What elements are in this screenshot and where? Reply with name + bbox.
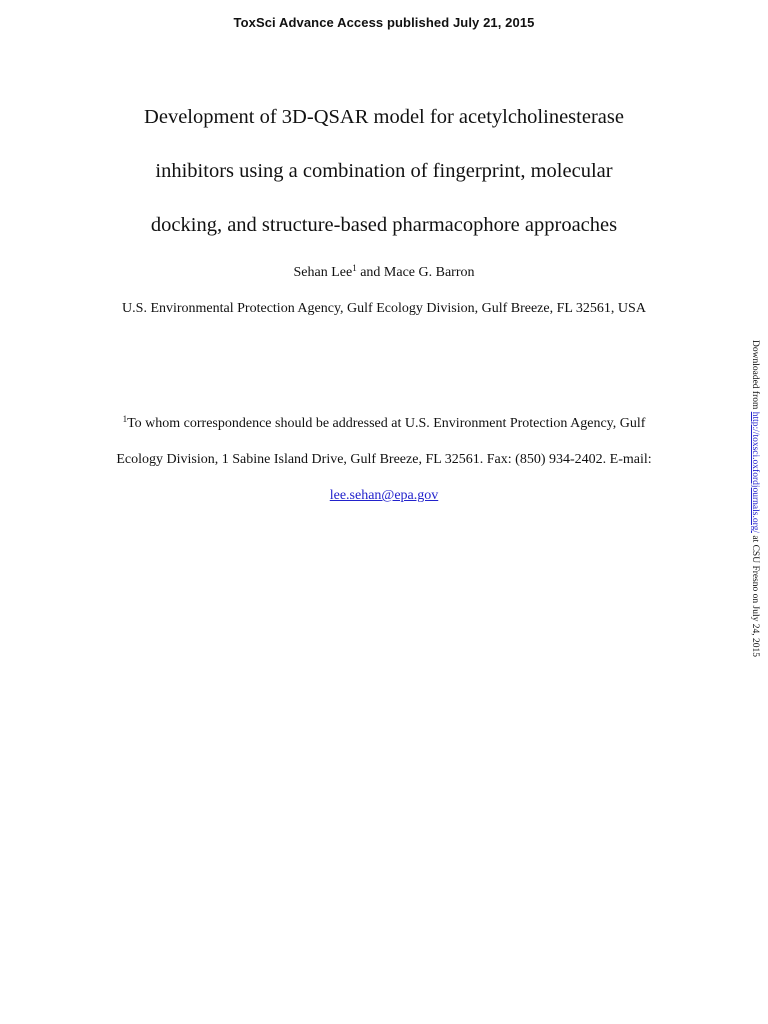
correspondence-text-1: To whom correspondence should be addressed at U.S. Environment Protection Agency, Gulf xyxy=(127,416,646,431)
author-connector: and xyxy=(356,265,384,280)
correspondence-marker: 1 xyxy=(122,414,128,424)
title-line-1: Development of 3D-QSAR model for acetylcholinesterase xyxy=(144,106,624,128)
download-watermark xyxy=(750,340,760,657)
title-line-2: inhibitors using a combination of fingerprint, molecular xyxy=(155,160,613,182)
paper-title xyxy=(60,90,708,252)
watermark-suffix: at CSU Fresno on July 24, 2015 xyxy=(750,532,760,658)
watermark-prefix: Downloaded from xyxy=(750,340,760,412)
author-list xyxy=(0,265,768,281)
correspondence-line-2: Ecology Division, 1 Sabine Island Drive, Gulf Breeze, FL 32561. Fax: (850) 934-2402. E-mail: xyxy=(116,452,652,467)
correspondence-line-3 xyxy=(80,478,688,514)
journal-url-link[interactable]: http://toxsci.oxfordjournals.org/ xyxy=(750,411,760,533)
affiliation: U.S. Environmental Protection Agency, Gulf Ecology Division, Gulf Breeze, FL 32561, USA xyxy=(122,301,646,316)
correspondence-line-1 xyxy=(80,406,688,442)
author-second: Mace G. Barron xyxy=(383,265,475,280)
title-line-3: docking, and structure-based pharmacophore approaches xyxy=(150,214,618,236)
journal-banner: ToxSci Advance Access published July 21, 2015 xyxy=(233,15,535,30)
correspondence-note xyxy=(80,406,688,514)
author-affiliation-marker: 1 xyxy=(352,263,357,273)
author-first: Sehan Lee xyxy=(293,265,353,280)
email-link[interactable]: lee.sehan@epa.gov xyxy=(329,488,439,503)
